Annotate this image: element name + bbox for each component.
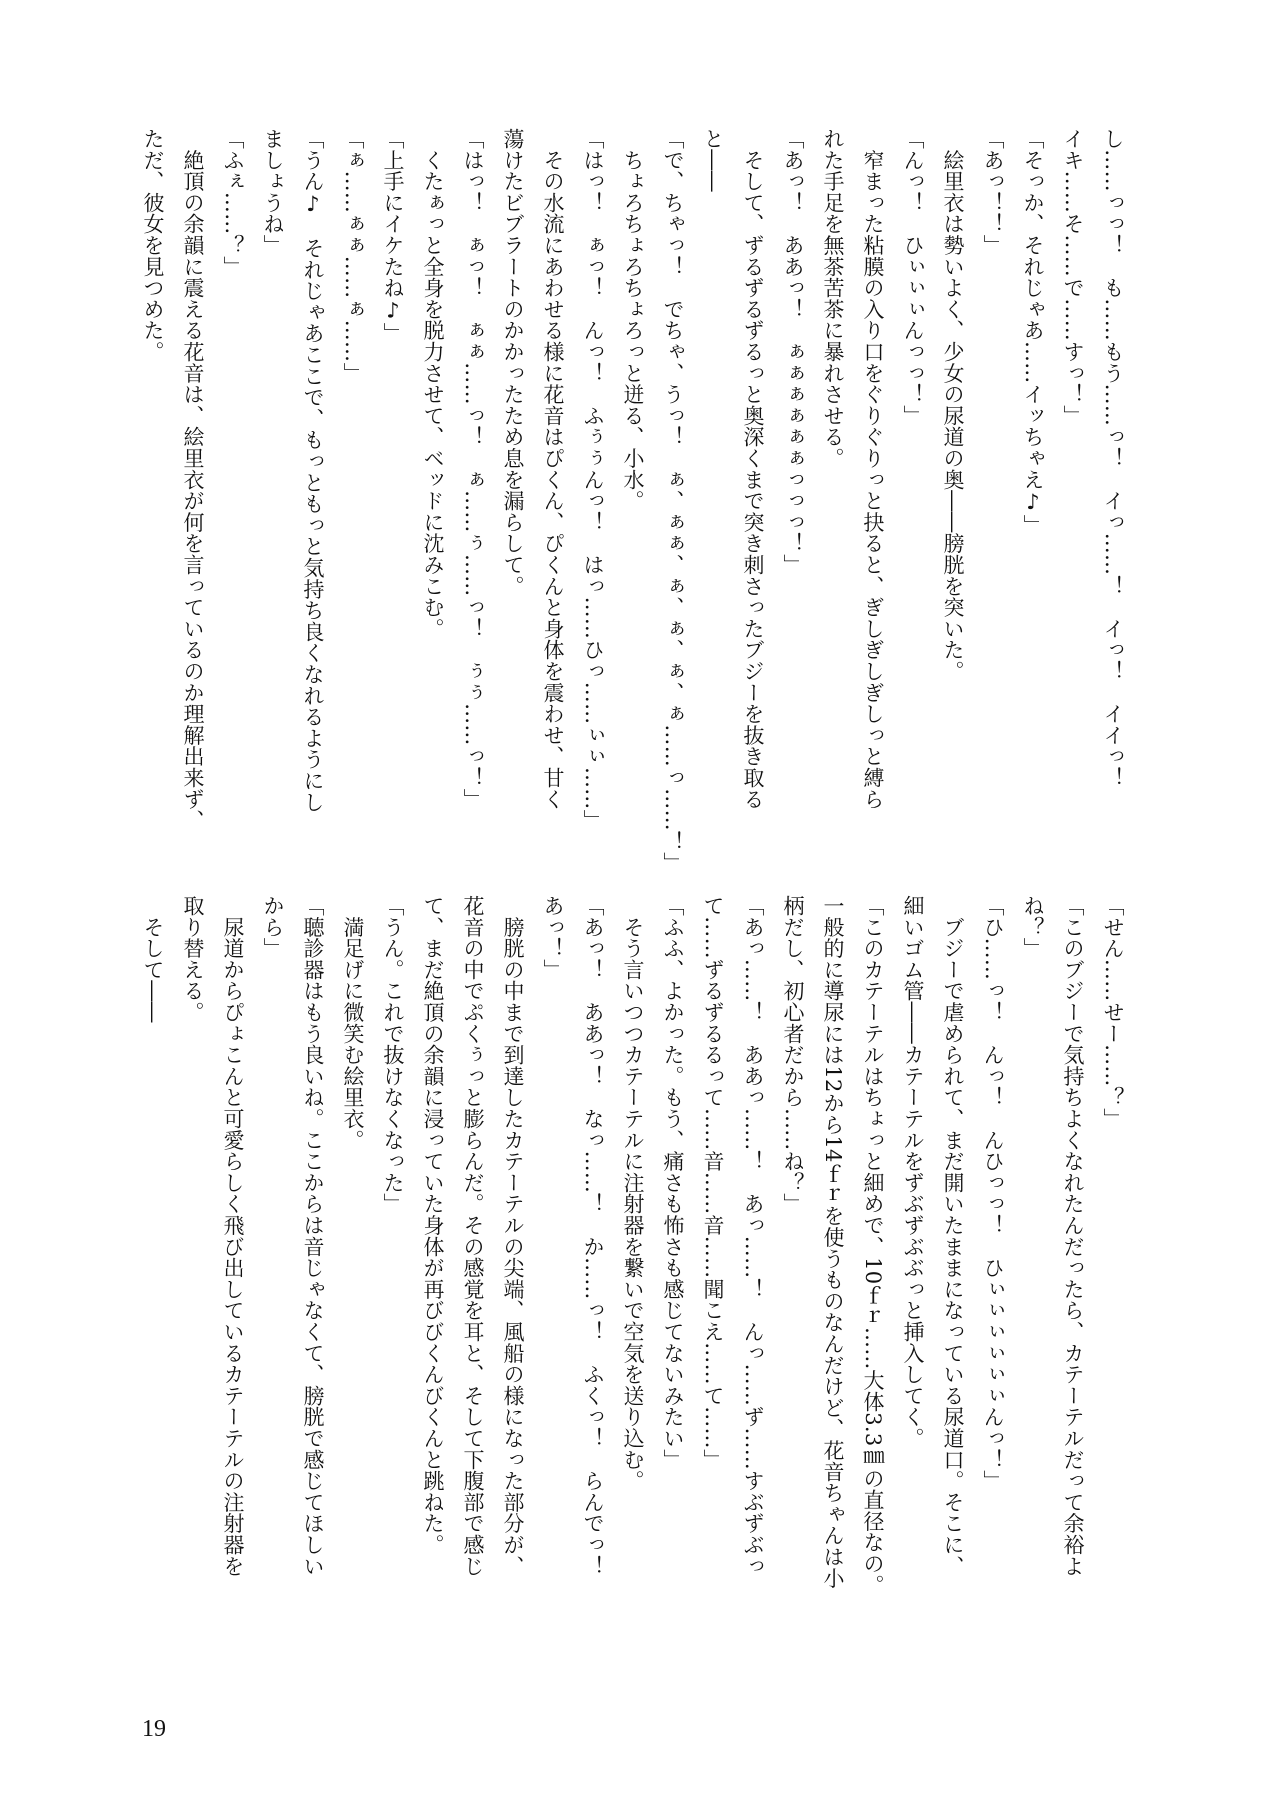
text-column: 「聴診器はもう良いね。ここからは音じゃなくて、膀胱で感じてほしい (301, 895, 325, 1577)
text-column: 「うん。これで抜けなくなった」 (381, 895, 405, 1215)
text-column: 「あっ！ ああっ！ ぁぁぁぁぁぁっっっ！」 (781, 128, 805, 576)
text-column: 花音の中でぷくぅっと膨らんだ。その感覚を耳と、そして下腹部で感じ (461, 895, 485, 1577)
text-column: 「ぁ……ぁぁ……ぁ……」 (341, 128, 365, 384)
text-column: 「はっ！ ぁっ！ んっ！ ふぅぅんっ！ はっ……ひっ……ぃぃ……」 (581, 128, 605, 831)
text-column: れた手足を無茶苦茶に暴れさせる。 (821, 128, 845, 469)
text-column: 膀胱の中まで到達したカテーテルの尖端、風船の様になった部分が、 (501, 895, 525, 1577)
text-column: 「うん♪ それじゃあここで、もっともっと気持ち良くなれるようにし (301, 128, 325, 813)
top-text-block (133, 128, 1133, 874)
text-column: 「あっ……！ ああっ……！ あっ……！ んっ……ず……すぶずぶっ (741, 895, 765, 1577)
text-column: くたぁっと全身を脱力させて、ベッドに沈みこむ。 (421, 128, 445, 640)
text-column: ましょうね」 (261, 128, 285, 256)
text-column: 細いゴム管――カテーテルをずぶずぶぶっと挿入してく。 (901, 895, 925, 1449)
text-column: から」 (261, 895, 285, 959)
text-column: 「このブジーで気持ちよくなれたんだったら、カテーテルだって余裕よ (1061, 895, 1085, 1577)
text-column: 蕩けたビブラートのかかったため息を漏らして。 (501, 128, 525, 597)
text-column: その水流にあわせる様に花音はぴくん、ぴくんと身体を震わせ、甘く (541, 128, 565, 810)
text-column: 「ひ……っ！ んっ！ んひっっ！ ひぃぃぃぃぃぃんっ！」 (981, 895, 1005, 1492)
text-column: そして―― (141, 895, 165, 1023)
text-column: 「あっ！ ああっ！ なっ……！ か……っ！ ふくっ！ らんでっ！ (581, 895, 605, 1577)
text-column: 「で、ちゃっ！ でちゃ、うっ！ ぁ、ぁぁ、ぁ、ぁ、ぁ、ぁ……っ……！」 (661, 128, 685, 874)
text-column: 「んっ！ ひぃぃぃんっっ！」 (901, 128, 925, 427)
text-column: 「ふふ、よかった。もう、痛さも怖さも感じてないみたい」 (661, 895, 685, 1471)
text-column: 絶頂の余韻に震える花音は、絵里衣が何を言っているのか理解出来ず、 (181, 128, 205, 831)
text-column: て……ずるずるるって……音……音……聞こえ……て……」 (701, 895, 725, 1471)
text-column: と―― (701, 128, 725, 192)
page-number: 19 (142, 1716, 166, 1742)
text-column: 「このカテーテルはちょっと細めで、10ｆｒ……大体3.3㎜の直径なの。 (861, 895, 885, 1596)
text-column: 「せん……せー……？」 (1101, 895, 1125, 1130)
text-column: 「はっ！ ぁっ！ ぁぁ……っ！ ぁ……ぅ……っ！ ぅぅ……っ！」 (461, 128, 485, 810)
text-column: イキ……そ……で……すっ！」 (1061, 128, 1085, 427)
text-column: 尿道からぴょこんと可愛らしく飛び出しているカテーテルの注射器を (221, 895, 245, 1577)
text-column: し……っっ！ も……もう……っ！ イっ……！ イっ！ イイっ！ (1101, 128, 1125, 789)
text-column: 窄まった粘膜の入り口をぐりぐりっと抉ると、ぎしぎしぎしっと縛ら (861, 128, 885, 810)
text-column: 「ふぇ……？」 (221, 128, 245, 278)
text-column: 柄だし、初心者だから……ね？」 (781, 895, 805, 1215)
text-column: 一般的に導尿には12から14ｆｒを使うものなんだけど、花音ちゃんは小 (821, 895, 845, 1589)
text-column: ただ、彼女を見つめた。 (141, 128, 165, 363)
text-column: 絵里衣は勢いよく、少女の尿道の奥――膀胱を突いた。 (941, 128, 965, 682)
text-column: 「あっ！！」 (981, 128, 1005, 256)
text-column: 「上手にイケたね♪」 (381, 128, 405, 344)
text-column: 満足げに微笑む絵里衣。 (341, 895, 365, 1151)
text-column: 取り替える。 (181, 895, 205, 1023)
text-column: ね？」 (1021, 895, 1045, 959)
text-column: ブジーで虐められて、まだ開いたままになっている尿道口。そこに、 (941, 895, 965, 1577)
text-column: そして、ずるずるずるっと奥深くまで突き刺さったブジーを抜き取る (741, 128, 765, 810)
bottom-text-block (133, 895, 1133, 1665)
text-column: あっ！」 (541, 895, 565, 981)
text-column: 「そっか、それじゃあ……イッちゃえ♪」 (1021, 128, 1045, 536)
text-column: そう言いつつカテーテルに注射器を繋いで空気を送り込む。 (621, 895, 645, 1492)
text-column: ちょろちょろちょろっと迸る、小水。 (621, 128, 645, 512)
text-column: て、まだ絶頂の余韻に浸っていた身体が再びびくんびくんと跳ねた。 (421, 895, 445, 1556)
